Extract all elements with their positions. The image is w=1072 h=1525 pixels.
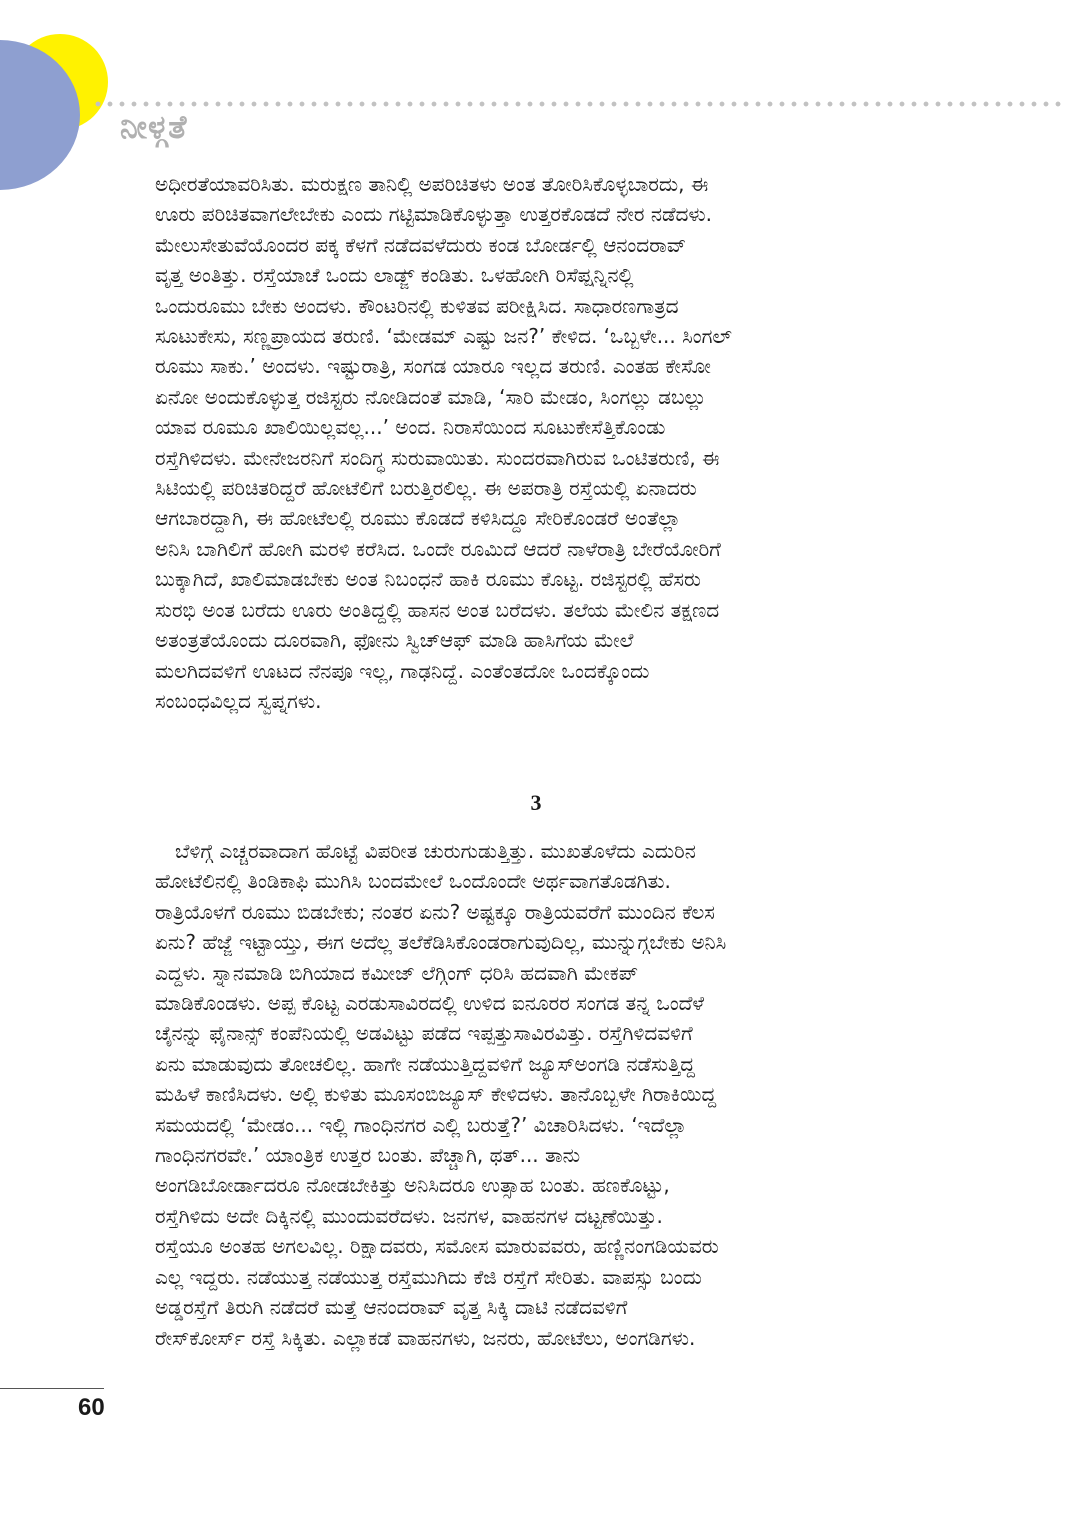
running-title: ನೀಳ್ಗತೆ: [120, 108, 188, 146]
text-line: ಏನೋ ಅಂದುಕೊಳ್ಳುತ್ತ ರಜಿಸ್ಟರು ನೋಡಿದಂತೆ ಮಾಡಿ, ‘ಸಾರಿ ಮೇಡಂ, ಸಿಂಗಲ್ಲು ಡಬಲ್ಲು: [155, 384, 707, 409]
text-line: ಎಲ್ಲ ಇದ್ದರು. ನಡೆಯುತ್ತ ನಡೆಯುತ್ತ ರಸ್ತೆಮುಗಿದು ಕೆಜಿ ರಸ್ತೆಗೆ ಸೇರಿತು. ವಾಪಸ್ಸು ಬಂದು: [155, 1264, 702, 1289]
text-line: ಬುಕ್ಕಾಗಿದೆ, ಖಾಲಿಮಾಡಬೇಕು ಅಂತ ನಿಬಂಧನೆ ಹಾಕಿ ರೂಮು ಕೊಟ್ಟ. ರಜಿಸ್ಟರಲ್ಲಿ ಹೆಸರು: [155, 567, 701, 592]
text-line: ರಸ್ತೆಯೂ ಅಂತಹ ಅಗಲವಿಲ್ಲ. ರಿಕ್ಷಾದವರು, ಸಮೋಸ ಮಾರುವವರು, ಹಣ್ಣಿನಂಗಡಿಯವರು: [155, 1234, 719, 1259]
text-line: ಅನಿಸಿ ಬಾಗಿಲಿಗೆ ಹೋಗಿ ಮರಳಿ ಕರೆಸಿದ. ಒಂದೇ ರೂಮಿದೆ ಆದರೆ ನಾಳೆರಾತ್ರಿ ಬೇರೆಯೋರಿಗೆ: [155, 536, 721, 561]
page-number-rule: [0, 1388, 104, 1389]
paragraph-1: [155, 169, 915, 716]
text-line: ಚೈನನ್ನು ಫೈನಾನ್ಸ್ ಕಂಪೆನಿಯಲ್ಲಿ ಅಡವಿಟ್ಟು ಪಡೆದ ಇಪ್ಪತ್ತುಸಾವಿರವಿತ್ತು. ರಸ್ತೆಗಿಳಿದವಳಿಗೆ: [155, 1021, 693, 1046]
text-line: ಮೇಲುಸೇತುವೆಯೊಂದರ ಪಕ್ಕ ಕೆಳಗೆ ನಡೆದವಳೆದುರು ಕಂಡ ಬೋರ್ಡಲ್ಲಿ ಆನಂದರಾವ್: [155, 232, 687, 257]
text-line: ಸುರಭಿ ಅಂತ ಬರೆದು ಊರು ಅಂತಿದ್ದಲ್ಲಿ ಹಾಸನ ಅಂತ ಬರೆದಳು. ತಲೆಯ ಮೇಲಿನ ತಕ್ಷಣದ: [155, 597, 720, 622]
text-line: ರಾತ್ರಿಯೊಳಗೆ ರೂಮು ಬಿಡಬೇಕು; ನಂತರ ಏನು? ಅಷ್ಟಕ್ಕೂ ರಾತ್ರಿಯವರೆಗೆ ಮುಂದಿನ ಕೆಲಸ: [155, 899, 715, 924]
text-line: ರಸ್ತೆಗಿಳಿದಳು. ಮೇನೇಜರನಿಗೆ ಸಂದಿಗ್ಧ ಸುರುವಾಯಿತು. ಸುಂದರವಾಗಿರುವ ಒಂಟಿತರುಣಿ, ಈ: [155, 445, 720, 470]
paragraph-2: [155, 836, 915, 1353]
text-line: ಅಡ್ಡರಸ್ತೆಗೆ ತಿರುಗಿ ನಡೆದರೆ ಮತ್ತೆ ಆನಂದರಾವ್ ವೃತ್ತ ಸಿಕ್ಕಿ ದಾಟಿ ನಡೆದವಳಿಗೆ: [155, 1295, 628, 1320]
text-line: ಸೂಟುಕೇಸು, ಸಣ್ಣಪ್ರಾಯದ ತರುಣಿ. ‘ಮೇಡಮ್ ಎಷ್ಟು ಜನ?’ ಕೇಳಿದ. ‘ಒಬ್ಬಳೇ... ಸಿಂಗಲ್: [155, 324, 732, 349]
text-line: ರಸ್ತೆಗಿಳಿದು ಅದೇ ದಿಕ್ಕಿನಲ್ಲಿ ಮುಂದುವರೆದಳು. ಜನಗಳ, ವಾಹನಗಳ ದಟ್ಟಣೆಯಿತ್ತು.: [155, 1203, 663, 1228]
text-line: ಯಾವ ರೂಮೂ ಖಾಲಿಯಿಲ್ಲವಲ್ಲ...’ ಅಂದ. ನಿರಾಸೆಯಿಂದ ಸೂಟುಕೇಸೆತ್ತಿಕೊಂಡು: [155, 415, 666, 440]
text-line: ಸಮಯದಲ್ಲಿ ‘ಮೇಡಂ... ಇಲ್ಲಿ ಗಾಂಧಿನಗರ ಎಲ್ಲಿ ಬರುತ್ತೆ?’ ವಿಚಾರಿಸಿದಳು. ‘ಇದೆಲ್ಲಾ: [155, 1112, 687, 1137]
text-line: ಮಾಡಿಕೊಂಡಳು. ಅಪ್ಪ ಕೊಟ್ಟ ಎರಡುಸಾವಿರದಲ್ಲಿ ಉಳಿದ ಐನೂರರ ಸಂಗಡ ತನ್ನ ಒಂದೆಳೆ: [155, 991, 705, 1016]
text-line: ಬೆಳಿಗ್ಗೆ ಎಚ್ಚರವಾದಾಗ ಹೊಟ್ಟೆ ವಿಪರೀತ ಚುರುಗುಡುತ್ತಿತ್ತು. ಮುಖತೊಳೆದು ಎದುರಿನ: [175, 839, 696, 863]
text-line: ಎದ್ದಳು. ಸ್ನಾನಮಾಡಿ ಬಿಗಿಯಾದ ಕಮೀಜ್ ಲೆಗ್ಗಿಂಗ್ ಧರಿಸಿ ಹದವಾಗಿ ಮೇಕಪ್: [155, 960, 639, 985]
text-line: ಮಹಿಳೆ ಕಾಣಿಸಿದಳು. ಅಲ್ಲಿ ಕುಳಿತು ಮೂಸಂಬಿಜ್ಯೂಸ್ ಕೇಳಿದಳು. ತಾನೊಬ್ಬಳೇ ಗಿರಾಕಿಯಿದ್ದ: [155, 1082, 717, 1107]
text-line: ವೃತ್ತ ಅಂತಿತ್ತು. ರಸ್ತೆಯಾಚೆ ಒಂದು ಲಾಡ್ಜ್ ಕಂಡಿತು. ಒಳಹೋಗಿ ರಿಸೆಪ್ಷನ್ನಿನಲ್ಲಿ: [155, 263, 634, 288]
text-line: ಆಗಬಾರದ್ದಾಗಿ, ಈ ಹೋಟೆಲಲ್ಲಿ ರೂಮು ಕೊಡದೆ ಕಳಿಸಿದ್ದೂ ಸೇರಿಕೊಂಡರೆ ಅಂತೆಲ್ಲಾ: [155, 506, 681, 531]
text-line: ಒಂದುರೂಮು ಬೇಕು ಅಂದಳು. ಕೌಂಟರಿನಲ್ಲಿ ಕುಳಿತವ ಪರೀಕ್ಷಿಸಿದ. ಸಾಧಾರಣಗಾತ್ರದ: [155, 293, 679, 318]
text-line: ಏನು? ಹೆಜ್ಜೆ ಇಟ್ಟಾಯ್ತು, ಈಗ ಅದೆಲ್ಲ ತಲೆಕೆಡಿಸಿಕೊಂಡರಾಗುವುದಿಲ್ಲ, ಮುನ್ನುಗ್ಗಬೇಕು ಅನಿಸಿ: [155, 930, 727, 955]
text-line: ಅಂಗಡಿಬೋರ್ಡಾದರೂ ನೋಡಬೇಕಿತ್ತು ಅನಿಸಿದರೂ ಉತ್ಸಾಹ ಬಂತು. ಹಣಕೊಟ್ಟು,: [155, 1173, 670, 1198]
text-line: ಹೋಟೆಲಿನಲ್ಲಿ ತಿಂಡಿಕಾಫಿ ಮುಗಿಸಿ ಬಂದಮೇಲೆ ಒಂದೊಂದೇ ಅರ್ಥವಾಗತೊಡಗಿತು.: [155, 869, 671, 894]
text-line: ಏನು ಮಾಡುವುದು ತೋಚಲಿಲ್ಲ. ಹಾಗೇ ನಡೆಯುತ್ತಿದ್ದವಳಿಗೆ ಜ್ಯೂಸ್‌ಅಂಗಡಿ ನಡೆಸುತ್ತಿದ್ದ: [155, 1051, 696, 1076]
text-line: ಗಾಂಧಿನಗರವೇ.’ ಯಾಂತ್ರಿಕ ಉತ್ತರ ಬಂತು. ಪೆಚ್ಚಾಗಿ, ಥತ್... ತಾನು: [155, 1143, 581, 1168]
text-line: ಅಧೀರತೆಯಾವರಿಸಿತು. ಮರುಕ್ಷಣ ತಾನಿಲ್ಲಿ ಅಪರಿಚಿತಳು ಅಂತ ತೋರಿಸಿಕೊಳ್ಳಬಾರದು, ಈ: [155, 172, 709, 196]
text-line: ಊರು ಪರಿಚಿತವಾಗಲೇಬೇಕು ಎಂದು ಗಟ್ಟಿಮಾಡಿಕೊಳ್ಳುತ್ತಾ ಉತ್ತರಕೊಡದೆ ನೇರ ನಡೆದಳು.: [155, 202, 713, 227]
page-number: 60: [78, 1394, 105, 1421]
dotted-header-rule: [92, 101, 1067, 107]
text-line: ರೇಸ್‌ಕೋರ್ಸ್ ರಸ್ತೆ ಸಿಕ್ಕಿತು. ಎಲ್ಲಾಕಡೆ ವಾಹನಗಳು, ಜನರು, ಹೋಟೆಲು, ಅಂಗಡಿಗಳು.: [155, 1325, 696, 1350]
text-line: ಅತಂತ್ರತೆಯೊಂದು ದೂರವಾಗಿ, ಫೋನು ಸ್ವಿಚ್‌ಆಫ್ ಮಾಡಿ ಹಾಸಿಗೆಯ ಮೇಲೆ: [155, 628, 634, 653]
text-line: ರೂಮು ಸಾಕು.’ ಅಂದಳು. ಇಷ್ಟುರಾತ್ರಿ, ಸಂಗಡ ಯಾರೂ ಇಲ್ಲದ ತರುಣಿ. ಎಂತಹ ಕೇಸೋ: [155, 354, 711, 379]
text-line: ಸಿಟಿಯಲ್ಲಿ ಪರಿಚಿತರಿದ್ದರೆ ಹೋಟೆಲಿಗೆ ಬರುತ್ತಿರಲಿಲ್ಲ. ಈ ಅಪರಾತ್ರಿ ರಸ್ತೆಯಲ್ಲಿ ಏನಾದರು: [155, 476, 697, 501]
section-number: 3: [530, 790, 542, 815]
text-line: ಮಲಗಿದವಳಿಗೆ ಊಟದ ನೆನಪೂ ಇಲ್ಲ, ಗಾಢನಿದ್ದೆ. ಎಂತೆಂತದೋ ಒಂದಕ್ಕೊಂದು: [155, 658, 650, 683]
text-line: ಸಂಬಂಧವಿಲ್ಲದ ಸ್ವಪ್ನಗಳು.: [155, 688, 322, 713]
